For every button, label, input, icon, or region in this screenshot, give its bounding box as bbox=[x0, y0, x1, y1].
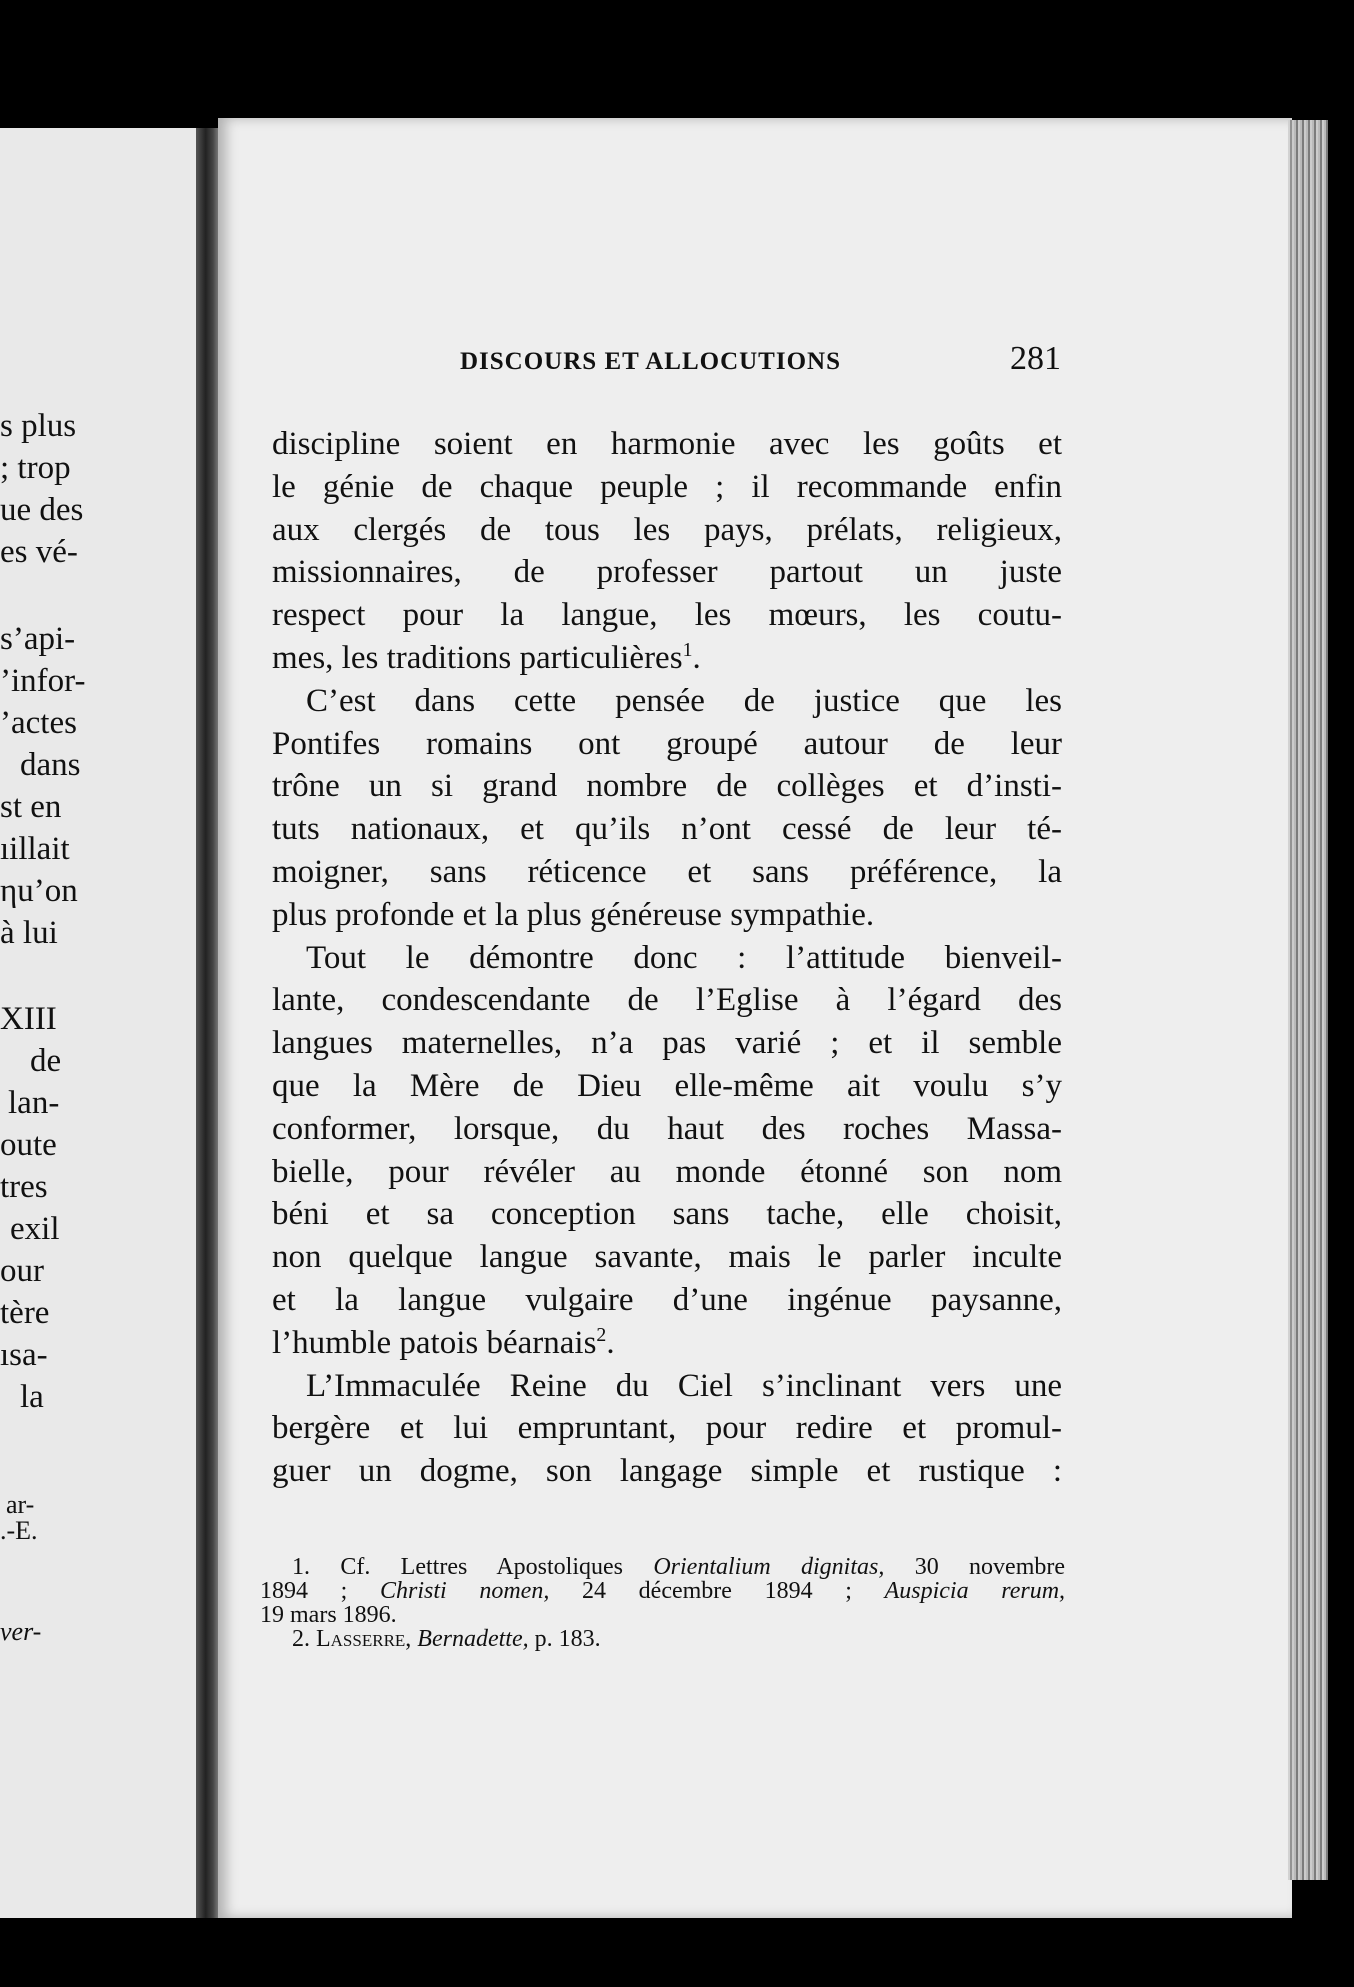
text-line-content: l’humble patois béarnais bbox=[272, 1324, 597, 1361]
footnote-1-line-3: 19 mars 1896. bbox=[260, 1602, 397, 1628]
page-edge bbox=[1288, 120, 1328, 1880]
left-fragment: s’api- bbox=[0, 621, 76, 657]
footnote-ref: 1 bbox=[682, 638, 693, 661]
text-line: l’humble patois béarnais$^2$. bbox=[272, 1323, 615, 1361]
left-fragment: ; trop bbox=[0, 450, 71, 486]
left-fragment: ue des bbox=[0, 492, 84, 528]
text-line: tuts nationaux, et qu’ils n’ont cessé de leur té- bbox=[272, 811, 1062, 848]
text-line: trône un si grand nombre de collèges et d’insti- bbox=[272, 768, 1062, 805]
text-line: que la Mère de Dieu elle-même ait voulu s’y bbox=[272, 1067, 1062, 1104]
text-line-content: mes, les traditions particulières bbox=[272, 639, 683, 676]
left-fragment: st en bbox=[0, 789, 62, 825]
left-fragment: oute bbox=[0, 1127, 57, 1163]
left-fragment: lan- bbox=[8, 1085, 60, 1121]
left-page bbox=[0, 128, 205, 1918]
text-line: béni et sa conception sans tache, elle choisit, bbox=[272, 1196, 1062, 1233]
left-fragment: our bbox=[0, 1253, 44, 1289]
left-fragment: dans bbox=[20, 747, 81, 783]
text-line: lante, condescendante de l’Eglise à l’égard des bbox=[272, 982, 1062, 1019]
text-line: C’est dans cette pensée de justice que les bbox=[306, 682, 1062, 719]
left-fragment: ısa- bbox=[0, 1337, 48, 1373]
text-line: et la langue vulgaire d’une ingénue paysanne, bbox=[272, 1281, 1062, 1318]
text-line: aux clergés de tous les pays, prélats, religieux, bbox=[272, 511, 1062, 548]
text-line: conformer, lorsque, du haut des roches Massa- bbox=[272, 1110, 1062, 1147]
text-line: le génie de chaque peuple ; il recommande enfin bbox=[272, 468, 1062, 505]
text-line: non quelque langue savante, mais le parler inculte bbox=[272, 1239, 1062, 1276]
text-line: respect pour la langue, les mœurs, les coutu- bbox=[272, 597, 1062, 634]
left-fragment: ηu’on bbox=[0, 873, 78, 909]
text-line: Pontifes romains ont groupé autour de leur bbox=[272, 725, 1062, 762]
left-fragment: ver- bbox=[0, 1617, 42, 1646]
left-fragment: ar- bbox=[6, 1490, 35, 1519]
text-line: guer un dogme, son langage simple et rustique : bbox=[272, 1453, 1062, 1490]
footnote-1-line-2: 1894 ; Christi nomen, 24 décembre 1894 ; Auspicia rerum, bbox=[260, 1578, 1066, 1604]
left-fragment: s plus bbox=[0, 408, 77, 444]
text-line: moigner, sans réticence et sans préférence, la bbox=[272, 853, 1062, 890]
left-fragment: ’infor- bbox=[0, 663, 86, 699]
text-line: Tout le démontre donc : l’attitude bienveil- bbox=[306, 939, 1062, 976]
left-fragment: ’actes bbox=[0, 705, 77, 741]
text-line: plus profonde et la plus généreuse sympathie. bbox=[272, 896, 875, 933]
left-fragment: .-E. bbox=[0, 1516, 38, 1545]
footnote-ref: 2 bbox=[596, 1323, 607, 1346]
text-line: langues maternelles, n’a pas varié ; et il semble bbox=[272, 1025, 1062, 1062]
left-fragment: es vé- bbox=[0, 534, 78, 570]
left-fragment: tres bbox=[0, 1169, 48, 1205]
book-gutter bbox=[196, 128, 220, 1918]
left-fragment: XIII bbox=[0, 1001, 57, 1037]
body-text bbox=[272, 423, 1062, 1493]
running-head: DISCOURS ET ALLOCUTIONS bbox=[460, 348, 841, 375]
footnote-1: 1. Cf. Lettres Apostoliques Orientalium dignitas, 30 novembre bbox=[292, 1554, 1066, 1580]
page-number: 281 bbox=[1010, 340, 1061, 377]
left-fragment: la bbox=[20, 1379, 44, 1415]
text-line: discipline soient en harmonie avec les goûts et bbox=[272, 426, 1062, 462]
text-line: L’Immaculée Reine du Ciel s’inclinant vers une bbox=[306, 1367, 1062, 1404]
left-fragment: ıillait bbox=[0, 831, 70, 867]
text-line: bergère et lui empruntant, pour redire et promul- bbox=[272, 1410, 1062, 1447]
left-fragment: à lui bbox=[0, 915, 58, 951]
footnote-2: 2. Lasserre, Bernadette, p. 183. bbox=[292, 1626, 601, 1652]
left-fragment: exil bbox=[10, 1211, 60, 1247]
text-line: missionnaires, de professer partout un juste bbox=[272, 554, 1062, 591]
footnotes bbox=[260, 1555, 1065, 1651]
text-line: bielle, pour révéler au monde étonné son nom bbox=[272, 1153, 1062, 1190]
text-line: mes, les traditions particulières$^1$. bbox=[272, 638, 701, 676]
left-fragment: de bbox=[30, 1043, 62, 1079]
left-fragment: tère bbox=[0, 1295, 50, 1331]
